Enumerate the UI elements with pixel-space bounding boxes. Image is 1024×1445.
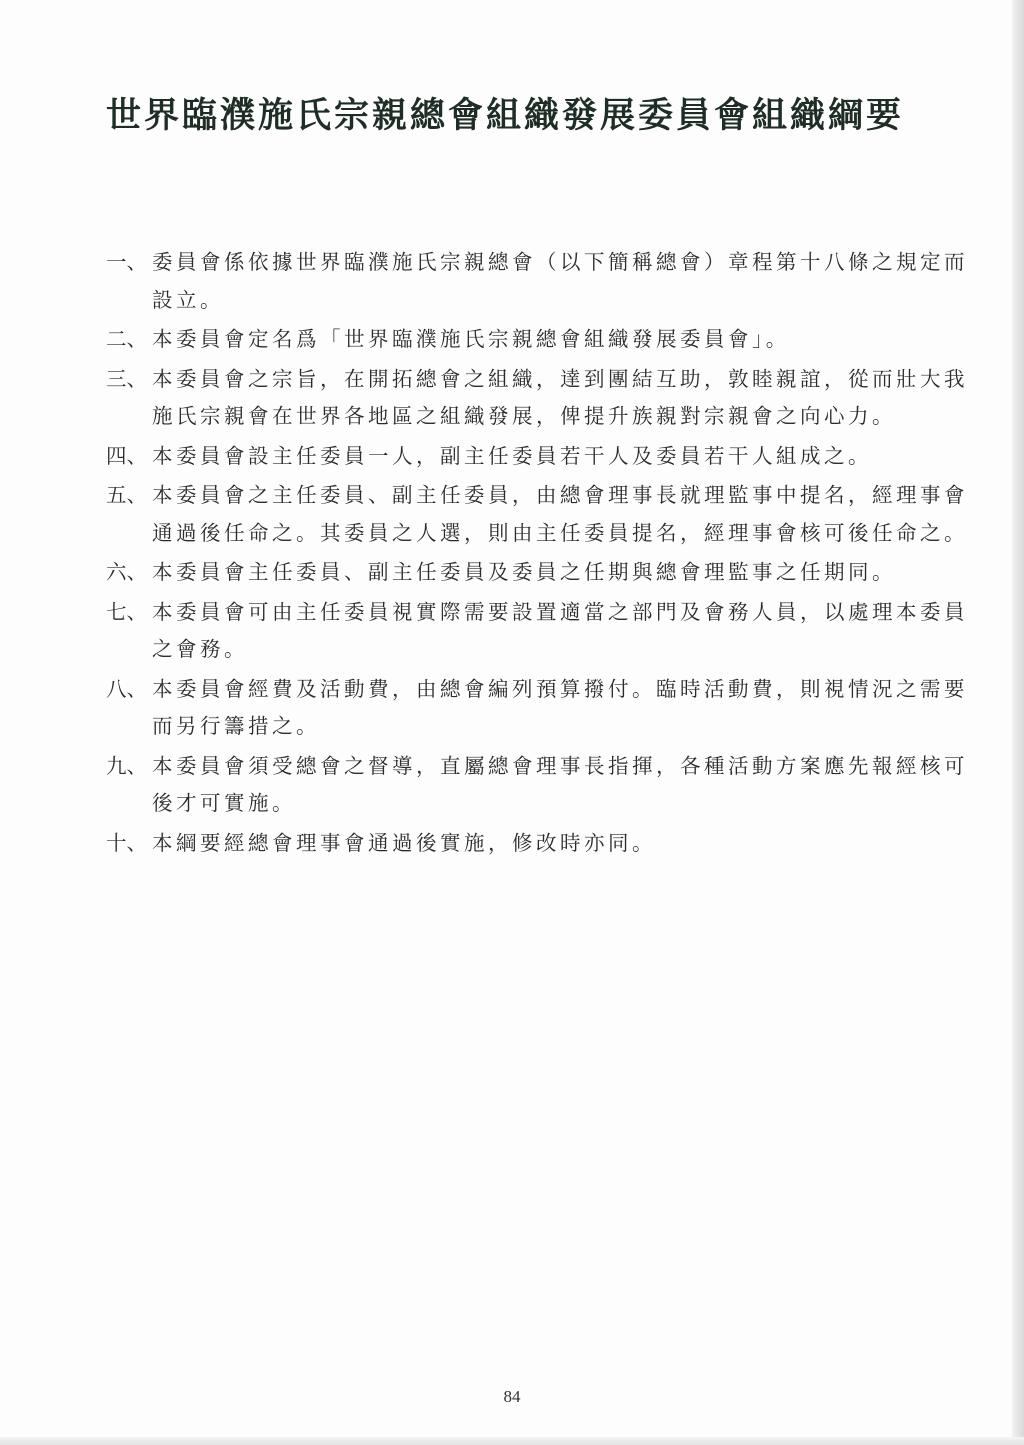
article-number: 八、	[106, 676, 147, 701]
article-1	[106, 244, 972, 319]
article-number: 三、	[106, 366, 147, 391]
article-10	[106, 825, 972, 863]
article-6	[106, 554, 972, 592]
page-bottom-edge	[0, 1437, 1024, 1445]
article-text: 本委員會可由主任委員視實際需要設置適當之部門及會務人員，以處理本委員之會務。	[152, 599, 968, 661]
article-5	[106, 477, 972, 552]
page-number: 84	[503, 1387, 521, 1406]
article-text: 本委員會設主任委員一人，副主任委員若干人及委員若干人組成之。	[152, 443, 872, 468]
article-text: 本委員會經費及活動費，由總會編列預算撥付。臨時活動費，則視情況之需要而另行籌措之。	[152, 676, 968, 738]
article-text: 本綱要經總會理事會通過後實施，修改時亦同。	[152, 830, 656, 855]
article-number: 二、	[106, 327, 147, 351]
page-edge-shadow	[1012, 0, 1024, 1445]
article-text: 本委員會定名爲「世界臨濮施氏宗親總會組織發展委員會」。	[152, 327, 790, 351]
article-number: 七、	[106, 599, 147, 624]
article-text: 本委員會之宗旨，在開拓總會之組織，達到團結互助，敦睦親誼，從而壯大我施氏宗親會在世界各地區之組織發展，俾提升族親對宗親會之向心力。	[152, 366, 968, 428]
article-number: 四、	[106, 443, 147, 468]
article-text: 委員會係依據世界臨濮施氏宗親總會（以下簡稱總會）章程第十八條之規定而設立。	[152, 250, 968, 312]
article-number: 六、	[106, 560, 147, 584]
article-7	[106, 594, 972, 669]
document-title: 世界臨濮施氏宗親總會組織發展委員會組織綱要	[106, 96, 905, 136]
article-number: 五、	[106, 483, 147, 507]
article-9	[106, 748, 972, 823]
article-3	[106, 361, 972, 436]
article-number: 九、	[106, 753, 147, 778]
article-4	[106, 438, 972, 476]
article-number: 十、	[106, 830, 147, 855]
article-text: 本委員會須受總會之督導，直屬總會理事長指揮，各種活動方案應先報經核可後才可實施。	[152, 753, 968, 815]
article-2	[106, 321, 972, 359]
article-text: 本委員會之主任委員、副主任委員，由總會理事長就理監事中提名，經理事會通過後任命之。其委員之人選，則由主任委員提名，經理事會核可後任命之。	[152, 483, 968, 545]
article-8	[106, 671, 972, 746]
article-list	[106, 244, 972, 864]
article-text: 本委員會主任委員、副主任委員及委員之任期與總會理監事之任期同。	[152, 560, 896, 584]
article-number: 一、	[106, 250, 147, 274]
